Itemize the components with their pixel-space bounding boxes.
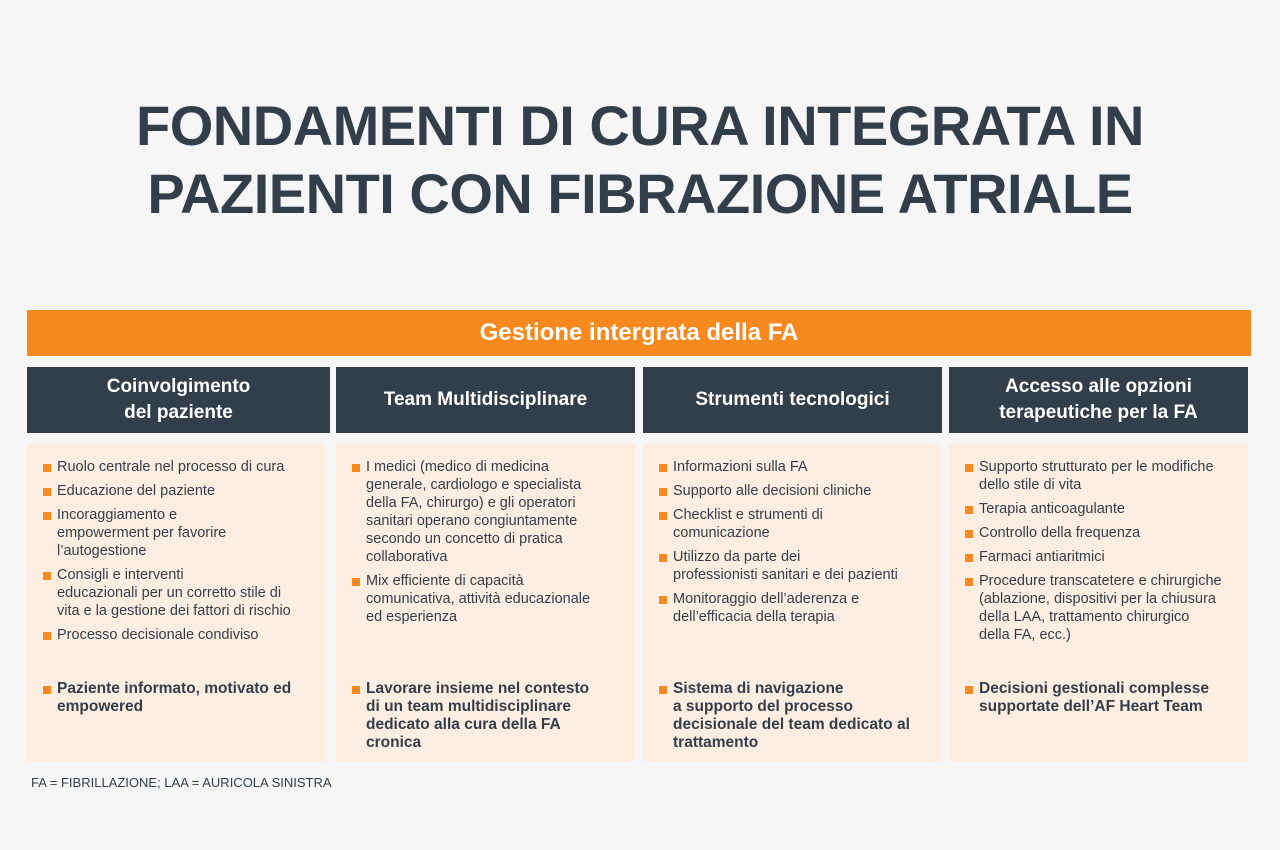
bullet-line: Incoraggiamento e [57,507,178,523]
column-body-team [336,444,635,762]
bullet-line: (ablazione, dispositivi per la chiusura [979,591,1216,607]
bullet-line: sanitari operano congiuntamente [366,513,578,529]
column-header-line: terapeutiche per la FA [999,402,1198,423]
conclusion-bullet [659,680,932,752]
bullet-line: Farmaci antiaritmici [979,549,1105,565]
conclusion-line: a supporto del processo [673,698,854,715]
conclusion-line: Sistema di navigazione [673,680,844,697]
conclusion-bullet [43,680,316,716]
section-banner: Gestione intergrata della FA [27,310,1251,356]
conclusion-line: dedicato alla cura della FA [366,716,561,733]
bullet-item [965,524,1234,542]
bullet-line: Supporto alle decisioni cliniche [673,483,872,499]
bullet-line: Processo decisionale condiviso [57,627,259,643]
bullet-line: Educazione del paziente [57,483,216,499]
conclusion-line: cronica [366,734,422,751]
bullet-line: comunicativa, attività educazionale [366,591,591,607]
bullet-item [965,572,1234,644]
column-body-accesso [949,444,1248,762]
bullet-line: Procedure transcatetere e chirurgiche [979,573,1222,589]
column-conclusion [965,680,1238,722]
bullet-line: della FA, chirurgo) e gli operatori [366,495,576,511]
bullet-item [965,548,1234,566]
column-header-accesso [949,367,1248,433]
bullet-item [43,482,312,500]
column-conclusion [352,680,625,758]
bullet-item [43,506,312,560]
bullet-line: della FA, ecc.) [979,627,1071,643]
bullet-line: dello stile di vita [979,477,1082,493]
bullet-line: educazionali per un corretto stile di [57,585,282,601]
footnote: FA = FIBRILLAZIONE; LAA = AURICOLA SINISTRA [31,775,332,790]
bullet-item [659,506,928,542]
bullet-line: Mix efficiente di capacità [366,573,524,589]
bullet-line: Terapia anticoagulante [979,501,1125,517]
conclusion-line: supportate dell’AF Heart Team [979,698,1203,715]
bullet-item [965,500,1234,518]
bullet-line: comunicazione [673,525,770,541]
bullet-line: I medici (medico di medicina [366,459,549,475]
column-header-line: Accesso alle opzioni [1005,376,1192,397]
bullet-item [965,458,1234,494]
bullet-item [659,590,928,626]
bullet-item [43,458,312,476]
column-header-coinvolgimento [27,367,330,433]
page-title [0,92,1280,228]
bullet-line: Controllo della frequenza [979,525,1141,541]
bullet-line: Utilizzo da parte dei [673,549,801,565]
bullet-line: professionisti sanitari e dei pazienti [673,567,898,583]
bullet-item [43,626,312,644]
bullet-line: l’autogestione [57,543,147,559]
bullet-line: Ruolo centrale nel processo di cura [57,459,285,475]
column-body-strumenti [643,444,942,762]
bullet-line: Informazioni sulla FA [673,459,808,475]
column-conclusion [43,680,316,722]
conclusion-line: di un team multidisciplinare [366,698,571,715]
column-header-team [336,367,635,433]
conclusion-line: trattamento [673,734,759,751]
column-header-line: Team Multidisciplinare [383,389,588,410]
conclusion-line: Lavorare insieme nel contesto [366,680,590,697]
conclusion-line: Decisioni gestionali complesse [979,680,1209,697]
bullet-item [659,458,928,476]
conclusion-line: empowered [57,698,144,715]
column-header-strumenti [643,367,942,433]
title-line-2: PAZIENTI CON FIBRAZIONE ATRIALE [147,162,1133,225]
conclusion-line: decisionale del team dedicato al [673,716,910,733]
bullet-line: secondo un concetto di pratica [366,531,563,547]
column-header-line: del paziente [124,402,233,423]
column-header-line: Coinvolgimento [106,376,251,397]
conclusion-line: Paziente informato, motivato ed [57,680,292,697]
bullet-line: Consigli e interventi [57,567,184,583]
bullet-line: collaborativa [366,549,448,565]
conclusion-bullet [965,680,1238,716]
bullet-line: generale, cardiologo e specialista [366,477,582,493]
bullet-line: dell’efficacia della terapia [673,609,835,625]
bullet-line: Supporto strutturato per le modifiche [979,459,1214,475]
column-body-coinvolgimento [27,444,326,762]
bullet-item [43,566,312,620]
title-line-1: FONDAMENTI DI CURA INTEGRATA IN [136,94,1144,157]
bullet-item [659,482,928,500]
bullet-line: empowerment per favorire [57,525,227,541]
column-conclusion [659,680,932,758]
column-header-line: Strumenti tecnologici [695,389,890,410]
bullet-item [659,548,928,584]
bullet-item [352,572,621,626]
bullet-line: Checklist e strumenti di [673,507,823,523]
bullet-line: vita e la gestione dei fattori di rischio [57,603,291,619]
bullet-line: della LAA, trattamento chirurgico [979,609,1190,625]
bullet-line: Monitoraggio dell’aderenza e [673,591,860,607]
bullet-item [352,458,621,566]
bullet-line: ed esperienza [366,609,458,625]
conclusion-bullet [352,680,625,752]
